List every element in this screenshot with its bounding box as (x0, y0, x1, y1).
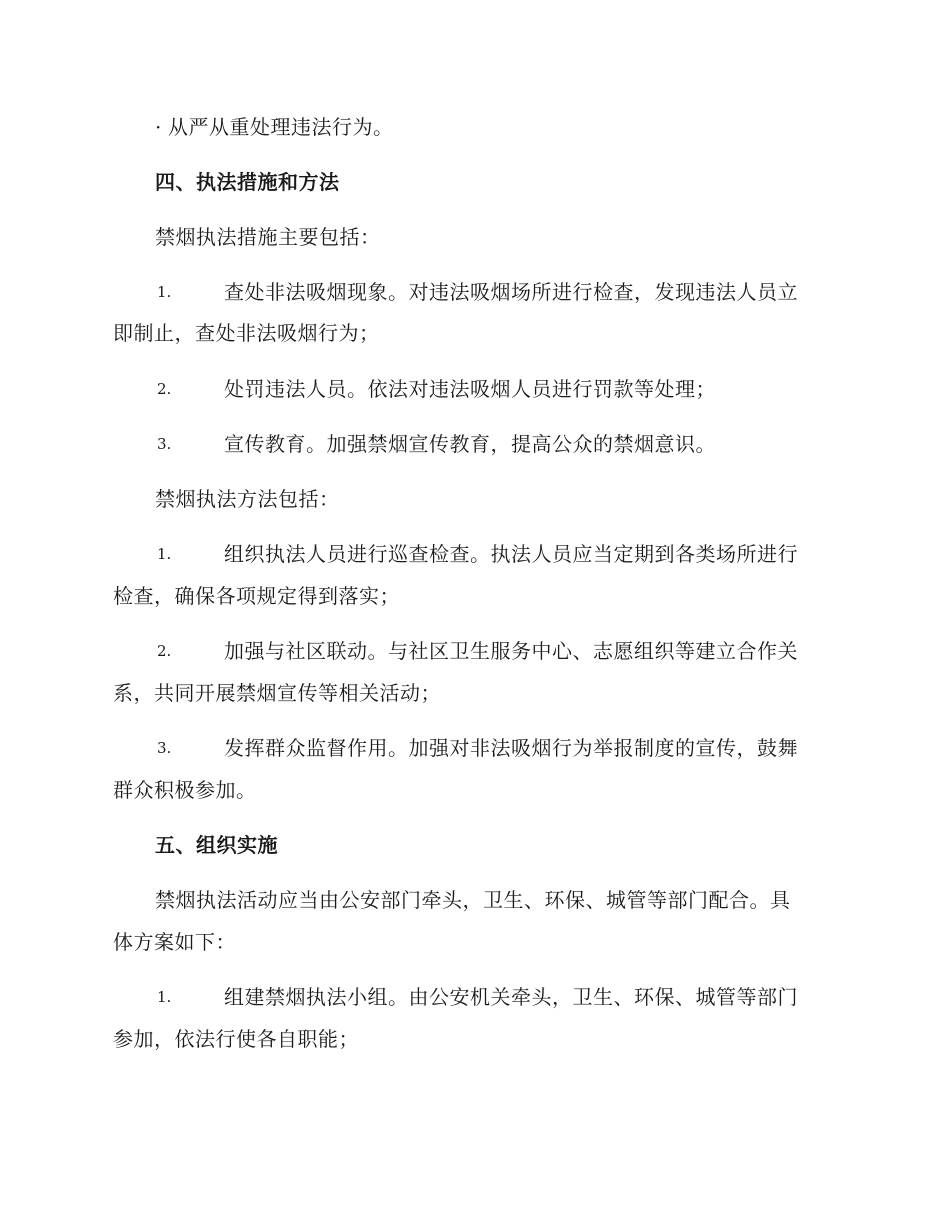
bullet-text: 从严从重处理违法行为。 (168, 115, 394, 139)
method-1-line-1: 组织执法人员进行巡查检查。执法人员应当定期到各类场所进行 (224, 542, 798, 566)
method-1-number: 1. (157, 545, 172, 563)
method-2-number: 2. (157, 642, 172, 660)
bullet-marker: · (155, 115, 162, 139)
measure-1-line-1: 查处非法吸烟现象。对违法吸烟场所进行检查，发现违法人员立 (224, 280, 798, 304)
methods-intro: 禁烟执法方法包括： (155, 487, 340, 511)
method-2-line-2: 系，共同开展禁烟宣传等相关活动； (113, 681, 441, 705)
method-3-line-2: 群众积极参加。 (113, 778, 257, 802)
section-5-item-1-number: 1. (157, 988, 172, 1006)
method-3-line-1: 发挥群众监督作用。加强对非法吸烟行为举报制度的宣传，鼓舞 (224, 736, 798, 760)
section-5-heading: 五、组织实施 (155, 833, 278, 857)
method-3-number: 3. (157, 739, 172, 757)
measure-2-line-1: 处罚违法人员。依法对违法吸烟人员进行罚款等处理； (224, 377, 716, 401)
measure-3-number: 3. (157, 435, 172, 453)
measures-intro: 禁烟执法措施主要包括： (155, 225, 381, 249)
measure-2-number: 2. (157, 380, 172, 398)
section-5-item-1-line-1: 组建禁烟执法小组。由公安机关牵头，卫生、环保、城管等部门 (224, 985, 798, 1009)
method-1-line-2: 检查，确保各项规定得到落实； (113, 584, 400, 608)
measure-1-number: 1. (157, 283, 172, 301)
method-2-line-1: 加强与社区联动。与社区卫生服务中心、志愿组织等建立合作关 (224, 639, 798, 663)
section-5-intro-line-2: 体方案如下： (113, 930, 236, 954)
section-5-item-1-line-2: 参加，依法行使各自职能； (113, 1027, 359, 1051)
section-4-heading: 四、执法措施和方法 (155, 170, 340, 194)
section-5-intro-line-1: 禁烟执法活动应当由公安部门牵头，卫生、环保、城管等部门配合。具 (155, 888, 791, 912)
measure-3-line-1: 宣传教育。加强禁烟宣传教育，提高公众的禁烟意识。 (224, 432, 716, 456)
measure-1-line-2: 即制止，查处非法吸烟行为； (113, 321, 380, 345)
